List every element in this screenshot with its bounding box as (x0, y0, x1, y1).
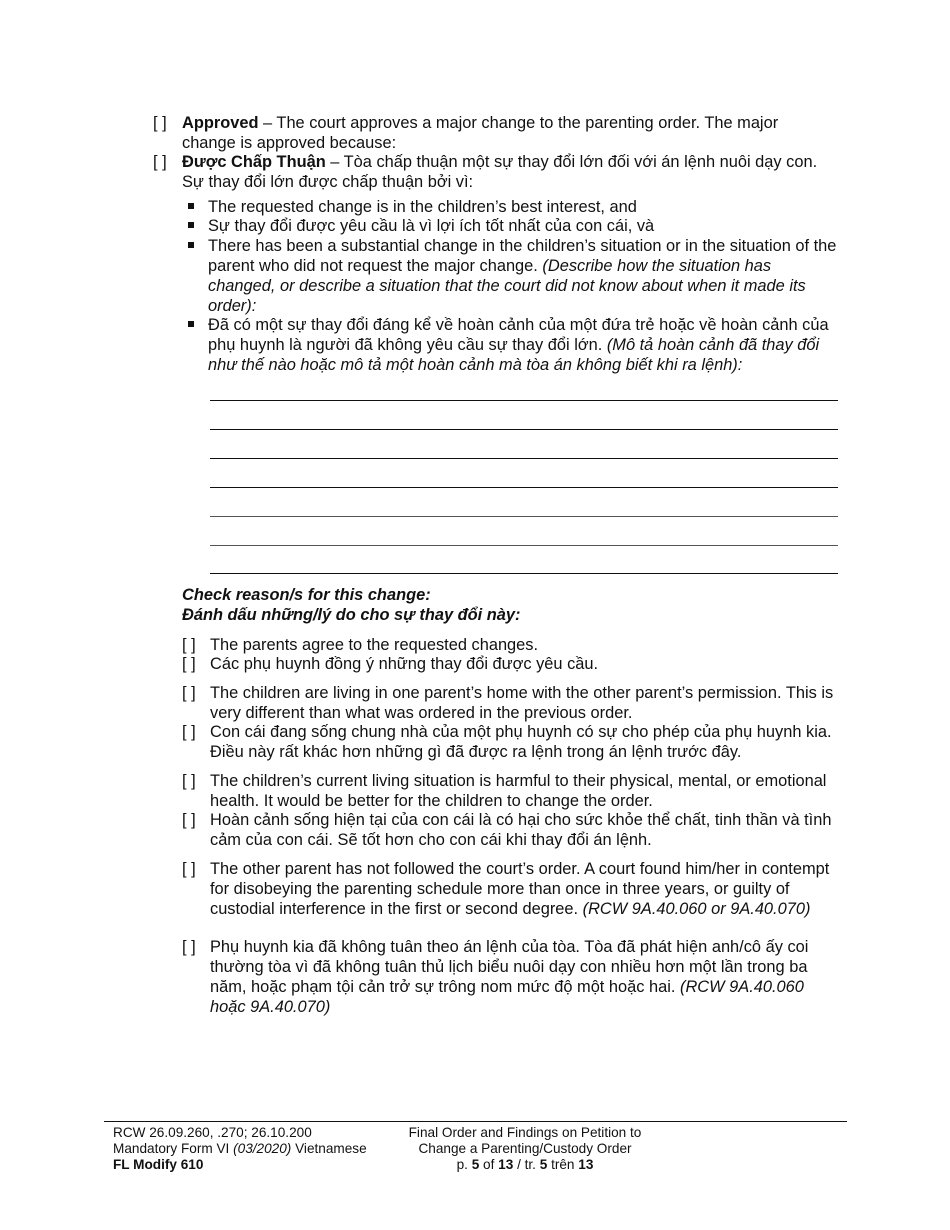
bullet-marker (188, 321, 194, 327)
approved-checkbox[interactable]: [ ] (153, 114, 167, 132)
bullet-marker (188, 242, 194, 248)
reasons-heading-vi: Đánh dấu những/lý do cho sự thay đổi này: (182, 606, 521, 624)
bullet-item-substantial-change-vi: Đã có một sự thay đổi đáng kể về hoàn cảnh của một đứa trẻ hoặc về hoàn cảnh của phụ huynh là người đã không yêu cầu sự thay đổi lớn. (Mô tả hoàn cảnh đã thay đổi như thế nào hoặc mô tả một hoàn cảnh mà tòa án không biết khi ra lệnh): (208, 316, 829, 374)
reasons-heading-en: Check reason/s for this change: (182, 586, 431, 604)
write-line[interactable] (210, 573, 838, 574)
reason-living-with-parent: The children are living in one parent’s home with the other parent’s permission. This is very different than what was ordered in the previous order. (210, 684, 834, 722)
bullet-item-best-interest: The requested change is in the children’s best interest, and (208, 198, 637, 216)
reason-harmful-situation-vi: Hoàn cảnh sống hiện tại của con cái là có hại cho sức khỏe thể chất, tinh thần và tình cảm của con cái. Sẽ tốt hơn cho con cái khi thay đổi án lệnh. (210, 811, 832, 849)
reason-checkbox[interactable]: [ ] (182, 655, 196, 673)
bullet-item-best-interest-vi: Sự thay đổi được yêu cầu là vì lợi ích tốt nhất của con cái, và (208, 217, 655, 235)
write-line[interactable] (210, 400, 838, 401)
footer-title-1: Final Order and Findings on Petition to (408, 1125, 642, 1140)
reason-parents-agree: The parents agree to the requested changes. (210, 636, 539, 654)
reason-parents-agree-vi: Các phụ huynh đồng ý những thay đổi được yêu cầu. (210, 655, 599, 673)
write-line[interactable] (210, 458, 838, 459)
approved-vi-checkbox[interactable]: [ ] (153, 153, 167, 171)
reason-checkbox[interactable]: [ ] (182, 684, 196, 702)
approved-text: – The court approves a major change to the parenting order. The major change is approved because: (182, 114, 779, 152)
bullet-marker (188, 203, 194, 209)
approved-paragraph (182, 113, 832, 153)
approved-vi-paragraph (182, 152, 832, 192)
footer-page-number: p. 5 of 13 / tr. 5 trên 13 (456, 1157, 594, 1172)
approved-vi-text: – Tòa chấp thuận một sự thay đổi lớn đối với án lệnh nuôi dạy con. Sự thay đổi lớn được chấp thuận bởi vì: (182, 153, 818, 191)
write-line[interactable] (210, 429, 838, 430)
reason-harmful-situation: The children’s current living situation is harmful to their physical, mental, or emotional health. It would be better for the children to change the order. (210, 772, 827, 810)
reason-living-with-parent-vi: Con cái đang sống chung nhà của một phụ huynh có sự cho phép của phụ huynh kia. Điều này rất khác hơn những gì đã được ra lệnh trong án lệnh trước đây. (210, 723, 832, 761)
reason-checkbox[interactable]: [ ] (182, 938, 196, 956)
reason-checkbox[interactable]: [ ] (182, 772, 196, 790)
footer-title-2: Change a Parenting/Custody Order (418, 1141, 632, 1156)
reason-checkbox[interactable]: [ ] (182, 723, 196, 741)
reason-checkbox[interactable]: [ ] (182, 860, 196, 878)
reason-contempt-vi: Phụ huynh kia đã không tuân theo án lệnh của tòa. Tòa đã phát hiện anh/cô ấy coi thường tòa vì đã không tuân thủ lịch biểu nuôi dạy con nhiều hơn một lần trong ba năm, hoặc phạm tội cản trở sự trông nom mức độ một hoặc hai. (RCW 9A.40.060 hoặc 9A.40.070) (210, 938, 809, 1016)
footer-rcw: RCW 26.09.260, .270; 26.10.200 (113, 1125, 312, 1140)
reason-contempt: The other parent has not followed the court’s order. A court found him/her in contempt for disobeying the parenting schedule more than once in three years, or guilty of custodial interference in the first or second degree. (RCW 9A.40.060 or 9A.40.070) (210, 860, 830, 918)
write-line[interactable] (210, 545, 838, 546)
footer-form-id: FL Modify 610 (113, 1157, 204, 1172)
approved-vi-label: Được Chấp Thuận (182, 153, 326, 171)
approved-label: Approved (182, 114, 259, 132)
bullet-marker (188, 222, 194, 228)
write-line[interactable] (210, 487, 838, 488)
write-line[interactable] (210, 516, 838, 517)
reason-checkbox[interactable]: [ ] (182, 636, 196, 654)
footer-form-version: Mandatory Form VI (03/2020) Vietnamese (113, 1141, 367, 1156)
footer-rule (104, 1121, 847, 1122)
reason-checkbox[interactable]: [ ] (182, 811, 196, 829)
bullet-item-substantial-change: There has been a substantial change in the children’s situation or in the situation of the parent who did not request the major change. (Describe how the situation has changed, or describe a situation that the court did not know about when it made its order): (208, 237, 837, 315)
